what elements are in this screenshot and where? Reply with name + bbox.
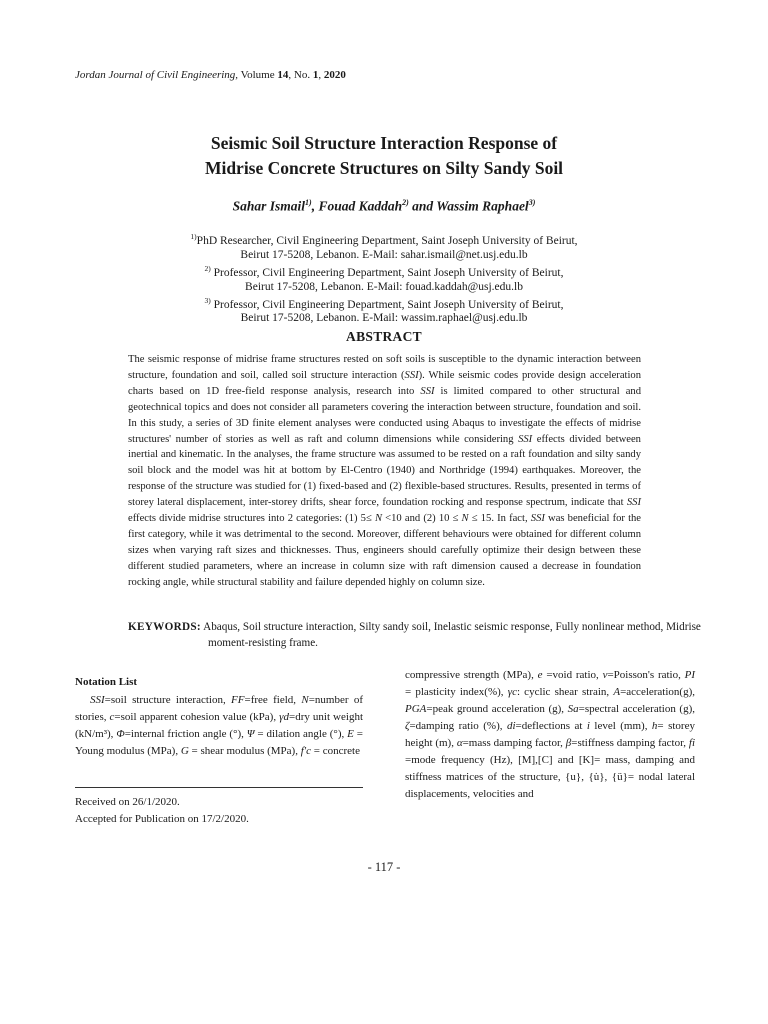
notation-symbol: PGA	[405, 703, 427, 715]
footnote-divider	[75, 787, 363, 788]
footnotes	[75, 794, 249, 828]
affiliation-text: Professor, Civil Engineering Department, Saint Joseph University of Beirut,	[210, 266, 564, 279]
notation-definition: compressive strength (MPa),	[405, 669, 538, 681]
abbr-ssi: SSI	[626, 497, 641, 509]
notation-symbol: Ψ	[246, 728, 255, 740]
notation-column-right	[405, 667, 695, 803]
keywords-label: KEYWORDS:	[128, 621, 201, 633]
notation-definition: =spectral acceleration (g),	[578, 703, 695, 715]
notation-symbol: i	[586, 720, 590, 732]
notation-symbol: c	[109, 711, 115, 723]
year: 2020	[323, 69, 346, 81]
notation-definition: =soil structure interaction,	[104, 694, 232, 706]
notation-symbol: E	[347, 728, 354, 740]
notation-definition: =mode frequency (Hz),	[405, 754, 519, 766]
notation-definition: =peak ground acceleration (g),	[426, 703, 568, 715]
notation-symbol: ζ	[405, 720, 410, 732]
notation-symbol: h	[651, 720, 658, 732]
notation-symbol: Φ	[116, 728, 125, 740]
notation-definition: =soil apparent cohesion value (kPa),	[114, 711, 280, 723]
author-3: and Wassim Raphael	[408, 198, 529, 214]
affiliation-mark: 3)	[204, 295, 211, 305]
paper-title	[0, 131, 768, 181]
affiliation-1-line-2: Beirut 17-5208, Lebanon. E-Mail: sahar.ismail@net.usj.edu.lb	[240, 248, 528, 261]
notation-definition: =acceleration(g),	[620, 686, 695, 698]
notation-definition: =void ratio,	[542, 669, 603, 681]
notation-symbol: A	[613, 686, 621, 698]
notation-definition: [M],[C] and [K]= mass, damping and stiffness matrices of the structure, {u}, {u̇}, {ü}= nodal lateral displacements, velocities and	[405, 754, 695, 800]
notation-symbol: N	[301, 694, 309, 706]
author-1: Sahar Ismail	[232, 198, 306, 214]
abstract-text	[128, 352, 641, 591]
notation-symbol: fi	[688, 737, 696, 749]
author-2: , Fouad Kaddah	[311, 198, 403, 214]
notation-definition: = concrete	[311, 745, 360, 757]
keywords-text: Abaqus, Soil structure interaction, Silty sandy soil, Inelastic seismic response, Fully nonlinear method, Midrise moment-resisting frame.	[200, 621, 701, 649]
abstract-fragment: The seismic response of midrise frame structures rested on soft soils is susceptible to the dynamic interaction between structure, foundation and soil, called soil structure interaction (	[128, 354, 641, 381]
author-1-mark: 1)	[305, 198, 312, 207]
abstract-fragment: is limited compared to other structural and geotechnical topics and does not consider all parameters covering the interaction between structure, foundation and soil. In this study, a series of 3D finite element analyses were conducted using Abaqus to investigate the effects of midrise structures' number of stories as well as raft and column dimensions while considering	[128, 385, 641, 445]
affiliation-3-line-2: Beirut 17-5208, Lebanon. E-Mail: wassim.raphael@usj.edu.lb	[240, 312, 528, 325]
page-number: - 117 -	[367, 860, 401, 874]
notation-symbol: ν	[602, 669, 608, 681]
issue-label: , No.	[288, 69, 313, 81]
volume-label: Volume	[238, 69, 278, 81]
notation-definition: : cyclic shear strain,	[516, 686, 614, 698]
notation-symbol: FF	[231, 694, 245, 706]
notation-symbol: γc	[507, 686, 517, 698]
abstract-heading: ABSTRACT	[346, 329, 422, 344]
volume-number: 14	[277, 69, 289, 81]
notation-symbol: SSI	[90, 694, 105, 706]
abbr-ssi: SSI	[530, 513, 545, 525]
accepted-date: Accepted for Publication on 17/2/2020.	[75, 813, 249, 825]
year-separator: ,	[318, 69, 324, 81]
journal-name: Jordan Journal of Civil Engineering,	[75, 69, 239, 81]
abstract-fragment: effects divide midrise structures into 2 categories: (1) 5≤	[128, 513, 375, 525]
notation-symbol: α	[456, 737, 463, 749]
notation-definition: =internal friction angle (°),	[124, 728, 247, 740]
notation-symbol: e	[537, 669, 543, 681]
notation-definition: =mass damping factor,	[462, 737, 566, 749]
abstract-fragment: effects divided between inertial and kinematic. In the analyses, the frame structure was assumed to be rested on a raft foundation and silty sandy soil block and the model was hit at bottom by El-Centro (1940) and Northridge (1994) earthquakes. Moreover, the response of the structure was studied for (1) fixed-based and (2) flexible-based structures. Results, presented in terms of storey lateral displacement, inter-storey drifts, shear force, foundation rocking and response spectrum, indicate that	[128, 433, 641, 509]
notation-heading: Notation List	[75, 676, 138, 688]
notation-symbol: f'c	[300, 745, 312, 757]
notation-symbol: γd	[279, 711, 289, 723]
notation-list-left	[75, 692, 363, 760]
author-list	[0, 198, 768, 215]
notation-symbol: PI	[684, 669, 696, 681]
affiliation-text: Professor, Civil Engineering Department, Saint Joseph University of Beirut,	[210, 298, 564, 311]
abstract-fragment: ). While seismic codes provide design acceleration charts based on 1D free-field response analysis, research into	[128, 369, 641, 397]
abstract-fragment: <10 and (2) 10 ≤	[382, 513, 462, 525]
notation-definition: =Poisson's ratio,	[607, 669, 685, 681]
notation-definition: = shear modulus (MPa),	[188, 745, 301, 757]
author-2-mark: 2)	[402, 198, 409, 207]
notation-definition: =damping ratio (%),	[409, 720, 507, 732]
abstract-fragment: ≤ 15. In fact,	[468, 513, 531, 525]
notation-symbol: G	[180, 745, 189, 757]
symbol-n: N	[461, 513, 469, 525]
notation-definition: =dry unit weight (kN/m³),	[75, 711, 363, 740]
affiliation-text: PhD Researcher, Civil Engineering Department, Saint Joseph University of Beirut,	[196, 234, 578, 247]
notation-symbol: Sa	[567, 703, 579, 715]
notation-definition: = storey height (m),	[405, 720, 695, 749]
keywords	[128, 619, 722, 651]
notation-symbol: β	[565, 737, 572, 749]
affiliation-2-line-1	[0, 262, 768, 280]
affiliations	[0, 230, 768, 325]
notation-symbol: di	[506, 720, 516, 732]
notation-definition: = dilation angle (°),	[254, 728, 348, 740]
issue-number: 1	[312, 69, 319, 81]
affiliation-2-line-2: Beirut 17-5208, Lebanon. E-Mail: fouad.kaddah@usj.edu.lb	[245, 280, 523, 293]
affiliation-1-line-1	[0, 230, 768, 248]
journal-header	[75, 69, 346, 81]
notation-definition: =stiffness damping factor,	[571, 737, 689, 749]
abstract-fragment: was beneficial for the first category, while it was detrimental to the second. Moreover, different behaviours were obtained for different column sizes when varying raft sizes and thicknesses. Thus, engineers should carefully optimize their design between these different studied parameters, where an increase in column size with raft dimension caused a decrease in foundation rocking angle, while structural stability and failure depended highly on column size.	[128, 513, 642, 588]
affiliation-3-line-1	[0, 294, 768, 312]
notation-definition: =deflections at	[515, 720, 587, 732]
symbol-n: N	[374, 513, 383, 525]
title-line-2: Midrise Concrete Structures on Silty Sandy Soil	[204, 158, 564, 178]
notation-definition: = plasticity index(%),	[405, 686, 508, 698]
abbr-ssi: SSI	[404, 369, 419, 381]
affiliation-mark: 1)	[190, 232, 197, 241]
notation-definition: =free field,	[244, 694, 302, 706]
notation-definition: level (mm),	[589, 720, 652, 732]
notation-list-right	[405, 667, 695, 803]
title-line-1: Seismic Soil Structure Interaction Response of	[210, 133, 558, 153]
abbr-ssi: SSI	[518, 433, 533, 445]
abbr-ssi: SSI	[420, 385, 435, 397]
notation-column-left	[75, 674, 363, 760]
received-date: Received on 26/1/2020.	[75, 796, 180, 808]
notation-definition: =number of stories,	[75, 694, 364, 723]
author-3-mark: 3)	[528, 198, 536, 207]
affiliation-mark: 2)	[204, 263, 211, 273]
notation-definition: = Young modulus (MPa),	[75, 728, 363, 757]
